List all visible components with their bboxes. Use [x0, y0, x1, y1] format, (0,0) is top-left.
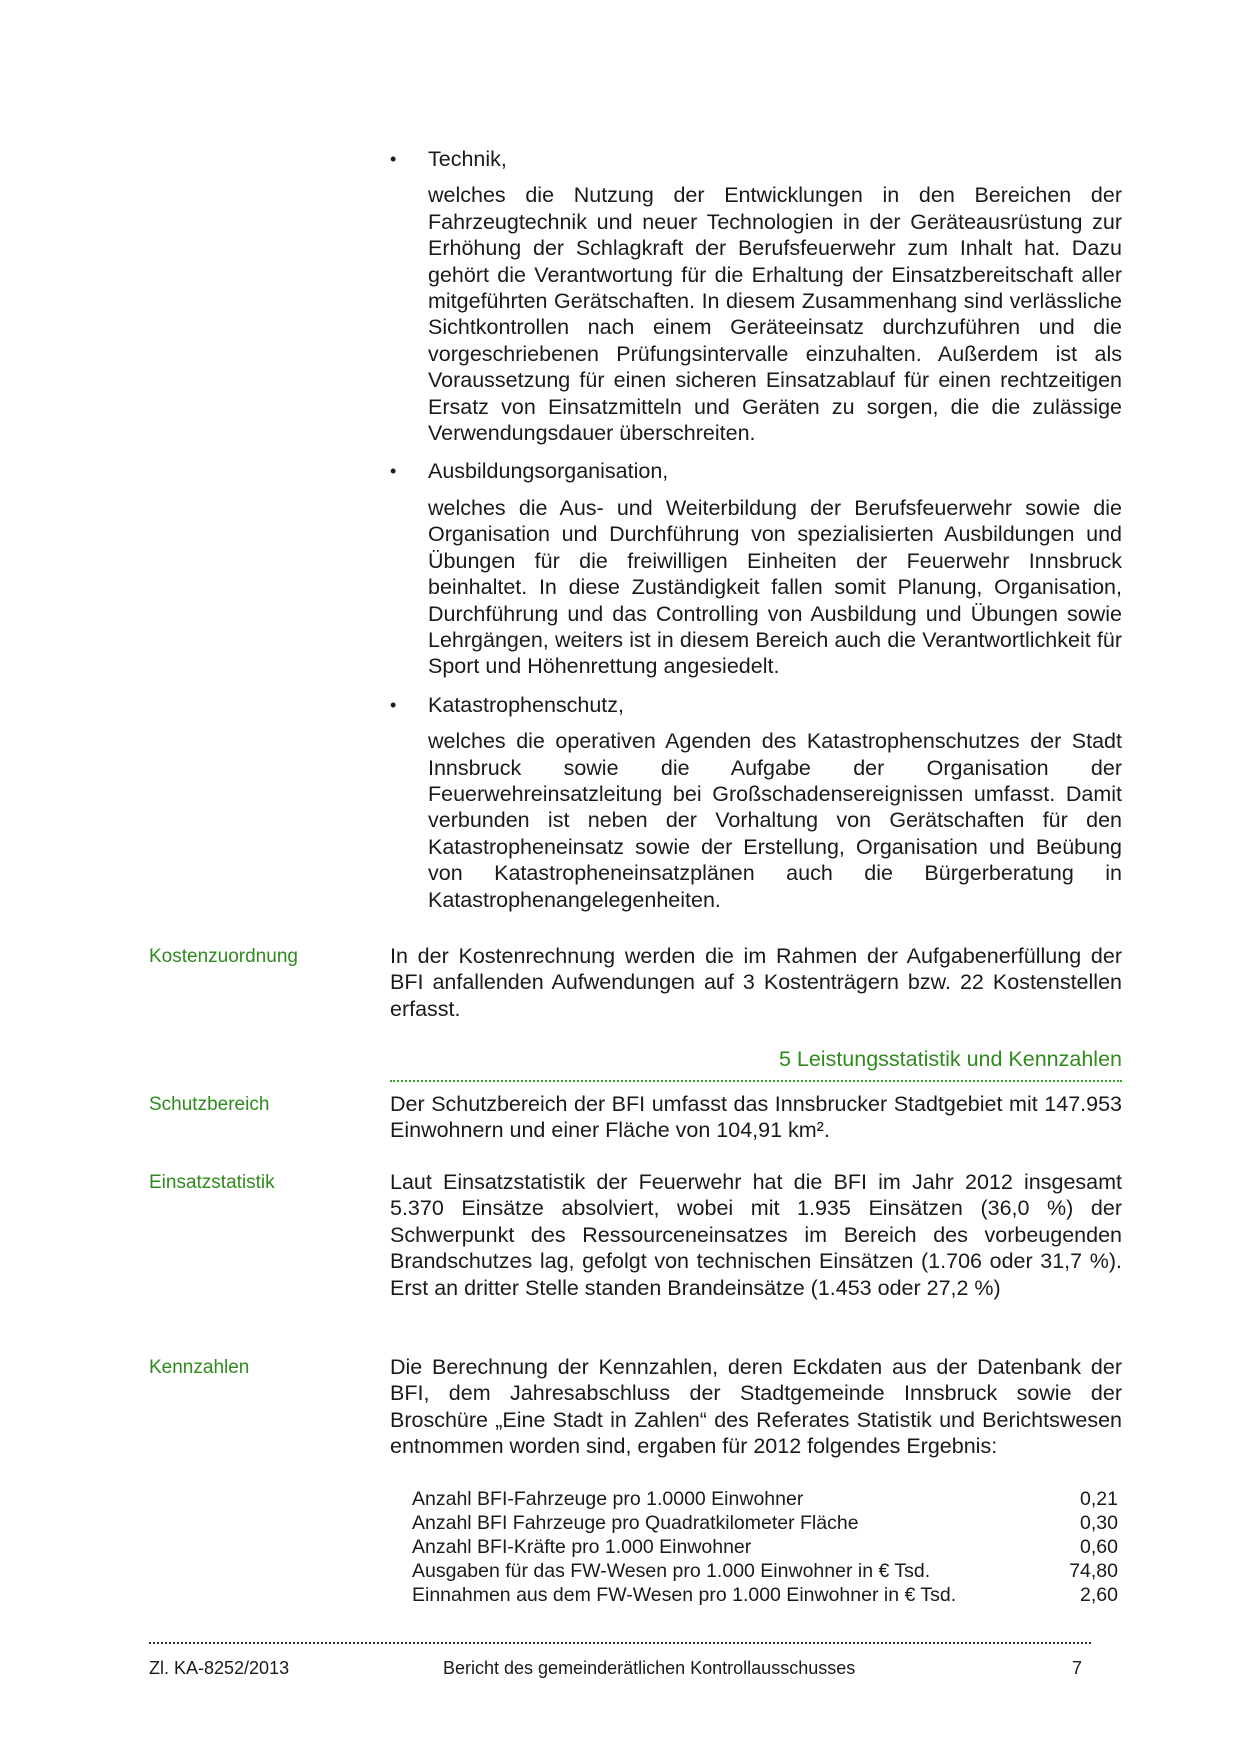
- section-heading: 5 Leistungsstatistik und Kennzahlen: [390, 1047, 1122, 1082]
- einsatzstatistik-label: Einsatzstatistik: [149, 1172, 275, 1193]
- schutzbereich-text: Der Schutzbereich der BFI umfasst das Innsbrucker Stadtgebiet mit 147.953 Einwohnern und einer Fläche von 104,91 km².: [390, 1092, 1122, 1143]
- bullet-list-section: [390, 146, 1122, 925]
- kennzahl-value: 74,80: [1069, 1560, 1118, 1582]
- footer-divider: [149, 1642, 1091, 1644]
- bullet-icon: •: [390, 149, 397, 169]
- list-item: [390, 146, 1122, 446]
- schutzbereich-label: Schutzbereich: [149, 1094, 270, 1115]
- footer-reference: Zl. KA-8252/2013: [149, 1658, 290, 1678]
- kennzahl-value: 0,21: [1080, 1488, 1118, 1510]
- list-item-title: Ausbildungsorganisation,: [428, 459, 669, 484]
- schutzbereich-block: [390, 1091, 1122, 1144]
- list-item: [390, 458, 1122, 679]
- bullet-icon: •: [390, 461, 397, 482]
- kennzahlen-block: [390, 1354, 1122, 1460]
- table-row: [412, 1512, 1118, 1536]
- bullet-list: [390, 146, 1122, 913]
- page-number: 7: [1072, 1658, 1083, 1678]
- kostenzuordnung-label: Kostenzuordnung: [149, 946, 298, 967]
- list-item: [390, 692, 1122, 913]
- footer-title: Bericht des gemeinderätlichen Kontrollausschusses: [443, 1658, 856, 1678]
- list-item-title: Technik,: [428, 147, 507, 171]
- list-item-title: Katastrophenschutz,: [428, 692, 625, 717]
- bullet-icon: •: [390, 694, 397, 715]
- kennzahl-label: Anzahl BFI Fahrzeuge pro Quadratkilometer Fläche: [412, 1512, 859, 1534]
- kennzahl-label: Anzahl BFI-Kräfte pro 1.000 Einwohner: [412, 1536, 752, 1558]
- einsatzstatistik-text: Laut Einsatzstatistik der Feuerwehr hat die BFI im Jahr 2012 insgesamt 5.370 Einsätze absolviert, wobei mit 1.935 Einsätzen (36,0 %) der Schwerpunkt des Ressourceneinsatzes im Bereich des vorbeugenden Brandschutzes lag, gefolgt von technischen Einsätzen (1.706 oder 31,7 %). Erst an dritter Stelle standen Brandeinsätze (1.453 oder 27,2 %): [390, 1170, 1122, 1300]
- kennzahl-label: Ausgaben für das FW-Wesen pro 1.000 Einwohner in € Tsd.: [412, 1560, 931, 1582]
- kennzahl-value: 2,60: [1080, 1584, 1118, 1606]
- kennzahl-label: Anzahl BFI-Fahrzeuge pro 1.0000 Einwohner: [412, 1488, 804, 1510]
- kostenzuordnung-text: In der Kostenrechnung werden die im Rahmen der Aufgabenerfüllung der BFI anfallenden Aufwendungen auf 3 Kostenträgern bzw. 22 Kostenstellen erfasst.: [390, 944, 1122, 1021]
- einsatzstatistik-block: [390, 1169, 1122, 1301]
- table-row: [412, 1560, 1118, 1584]
- kennzahlen-text: Die Berechnung der Kennzahlen, deren Eckdaten aus der Datenbank der BFI, dem Jahresabschluss der Stadtgemeinde Innsbruck sowie der Broschüre „Eine Stadt in Zahlen“ des Referates Statistik und Berichtswesen entnommen worden sind, ergaben für 2012 folgendes Ergebnis:: [390, 1355, 1122, 1459]
- kostenzuordnung-block: [390, 943, 1122, 1022]
- kennzahl-label: Einnahmen aus dem FW-Wesen pro 1.000 Einwohner in € Tsd.: [412, 1584, 957, 1606]
- kennzahlen-table: [412, 1488, 1118, 1608]
- kennzahl-value: 0,60: [1080, 1536, 1118, 1558]
- list-item-text: welches die Nutzung der Entwicklungen in den Bereichen der Fahrzeugtechnik und neuer Technologien in der Geräteausrüstung zur Erhöhung der Schlagkraft der Berufsfeuerwehr zum Inhalt hat. Dazu gehört die Verantwortung für die Erhaltung der Einsatzbereitschaft aller mitgeführten Gerätschaften. In diesem Zusammenhang sind verlässliche Sichtkontrollen nach einem Geräteeinsatz durchzuführen und die vorgeschriebenen Prüfungsintervalle einzuhalten. Außerdem ist als Voraussetzung für einen sicheren Einsatzablauf für einen rechtzeitigen Ersatz von Einsatzmitteln und Geräten zu sorgen, die die zulässige Verwendungsdauer überschreiten.: [428, 183, 1122, 446]
- table-row: [412, 1488, 1118, 1512]
- list-item-text: welches die operativen Agenden des Katastrophenschutzes der Stadt Innsbruck sowie die Aufgabe der Organisation der Feuerwehreinsatzleitung bei Großschadensereignissen umfasst. Damit verbunden ist neben der Vorhaltung von Gerätschaften für den Katastropheneinsatz sowie der Erstellung, Organisation und Beübung von Katastropheneinsatzplänen auch die Bürgerberatung in Katastrophenangelegenheiten.: [428, 729, 1122, 912]
- list-item-text: welches die Aus- und Weiterbildung der Berufsfeuerwehr sowie die Organisation und Durchführung von spezialisierten Ausbildungen und Übungen für die freiwilligen Einheiten der Feuerwehr Innsbruck beinhaltet. In diese Zuständigkeit fallen somit Planung, Organisation, Durchführung und das Controlling von Ausbildung und Übungen sowie Lehrgängen, weiters ist in diesem Bereich auch die Verantwortlichkeit für Sport und Höhenrettung angesiedelt.: [428, 495, 1122, 679]
- kennzahlen-label: Kennzahlen: [149, 1357, 250, 1378]
- table-row: [412, 1536, 1118, 1560]
- kennzahl-value: 0,30: [1080, 1512, 1118, 1534]
- table-row: [412, 1584, 1118, 1608]
